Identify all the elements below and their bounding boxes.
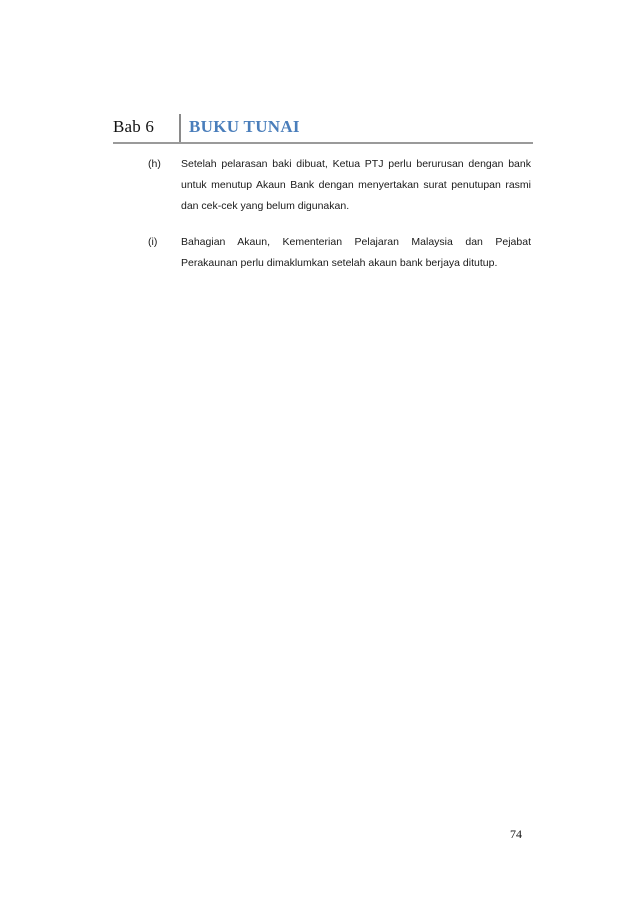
chapter-header xyxy=(113,114,533,142)
chapter-label: Bab 6 xyxy=(113,117,155,136)
page-number: 74 xyxy=(510,827,522,841)
list-item-marker: (h) xyxy=(148,158,161,170)
chapter-title: BUKU TUNAI xyxy=(189,117,300,136)
header-rule xyxy=(113,142,533,144)
list-item-text: Setelah pelarasan baki dibuat, Ketua PTJ perlu berurusan dengan bank untuk menutup Akaun Bank dengan menyertakan surat penutupan rasmi dan cek-cek yang belum digunakan. xyxy=(181,158,531,212)
list-item-marker: (i) xyxy=(148,236,158,248)
header-divider xyxy=(179,114,181,142)
list-item-text: Bahagian Akaun, Kementerian Pelajaran Malaysia dan Pejabat Perakaunan perlu dimaklumkan setelah akaun bank berjaya ditutup. xyxy=(181,236,531,269)
